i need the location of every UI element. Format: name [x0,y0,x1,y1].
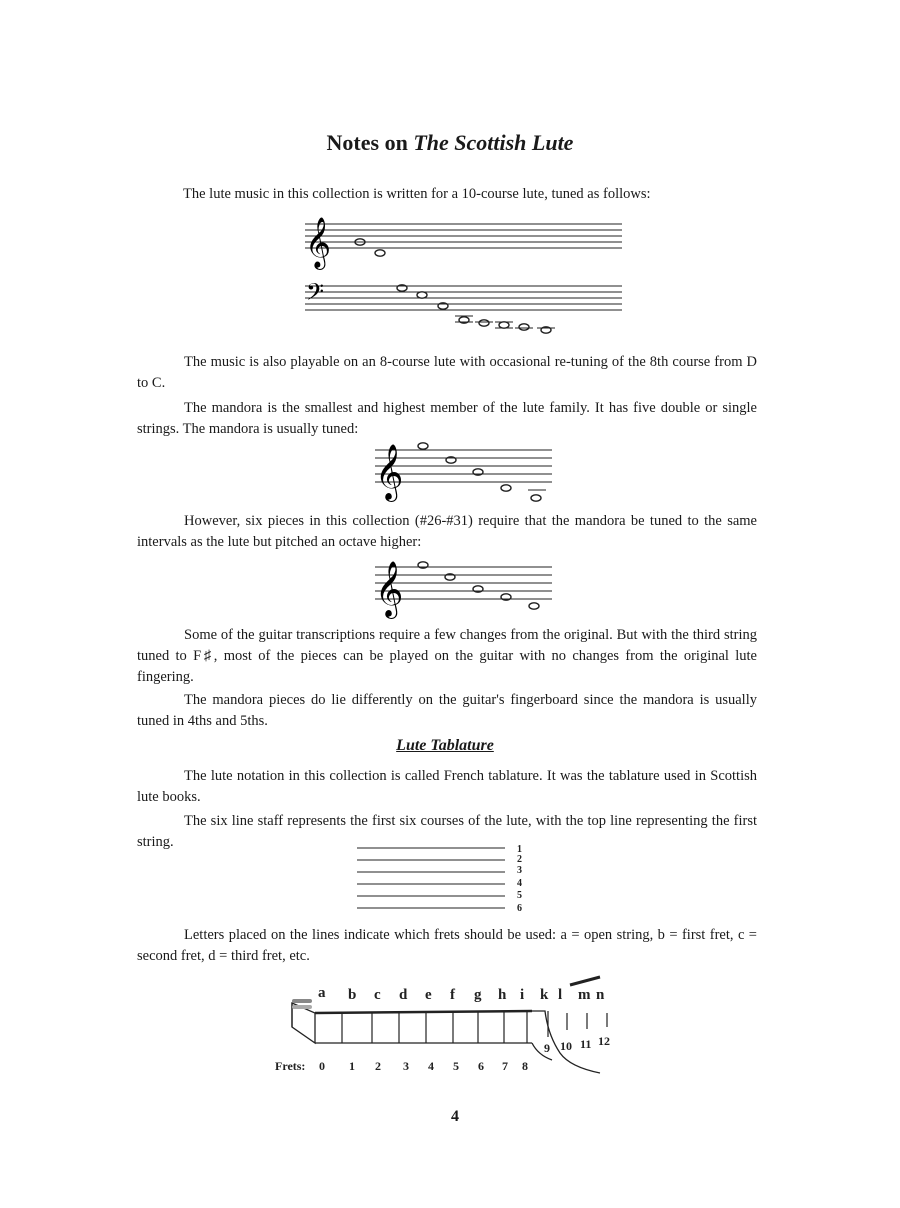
treble-clef-icon: 𝄞 [375,563,404,616]
frets-label: Frets: [275,1059,306,1073]
fret-letter: l [558,987,563,1003]
paragraph-8-course: The music is also playable on an 8-course lute with occasional re-tuning of the 8th course from D to C. [137,354,757,391]
fretboard-diagram [270,975,620,1085]
paragraph-six-line-staff: The six line staff represents the first six courses of the lute, with the top line representing the first string. [137,813,757,850]
page-title: Notes on The Scottish Lute [326,130,574,155]
paragraph-mandora: The mandora is the smallest and highest member of the lute family. It has five double or single strings. The mandora is usually tuned: [137,400,757,437]
tablature-staff [355,842,535,914]
fret-letter: n [596,987,605,1003]
fret-letter: b [348,987,357,1003]
string-number: 3 [517,865,522,876]
string-number: 1 [517,844,522,855]
fret-number: 6 [478,1059,484,1073]
section-heading: Lute Tablature [396,737,494,754]
string-number: 6 [517,903,522,914]
fret-number: 11 [580,1037,592,1051]
fret-number: 9 [544,1041,550,1055]
fret-number: 7 [502,1059,508,1073]
string-number: 5 [517,890,522,901]
mandora-tuning-staff [370,438,560,508]
fret-letter: d [399,987,408,1003]
fret-number: 4 [428,1059,434,1073]
fret-letter: c [374,987,381,1003]
fret-letter: h [498,987,507,1003]
page-number: 4 [451,1108,459,1125]
paragraph-intro: The lute music in this collection is written for a 10-course lute, tuned as follows: [183,186,651,202]
string-number: 2 [517,854,522,865]
fret-number: 2 [375,1059,381,1073]
fret-letter: g [474,987,482,1003]
paragraph-guitar-fingerboard: The mandora pieces do lie differently on the guitar's fingerboard since the mandora is usually tuned in 4ths and 5ths. [137,692,757,729]
treble-clef-icon: 𝄞 [305,218,332,267]
paragraph-guitar: Some of the guitar transcriptions require a few changes from the original. But with the third string tuned to F♯, most of the pieces can be played on the guitar with no changes from the original lute fingering. [137,627,757,685]
fret-number: 3 [403,1059,409,1073]
lute-tuning-staff [300,208,630,343]
fret-letter: i [520,987,525,1003]
treble-clef-icon: 𝄞 [375,446,404,499]
fret-letter: a [318,985,326,1001]
paragraph-letters: Letters placed on the lines indicate which frets should be used: a = open string, b = first fret, c = second fret, d = third fret, etc. [137,927,757,964]
fret-number: 10 [560,1039,572,1053]
string-number: 4 [517,878,522,889]
bass-clef-icon: 𝄢 [306,280,325,311]
fret-letter: m [578,987,591,1003]
mandora-octave-staff [370,555,560,625]
fret-number: 5 [453,1059,459,1073]
paragraph-french-tablature: The lute notation in this collection is called French tablature. It was the tablature used in Scottish lute books. [137,768,757,805]
paragraph-octave-higher: However, six pieces in this collection (#26-#31) require that the mandora be tuned to the same intervals as the lute but pitched an octave higher: [137,513,757,550]
fret-letter: k [540,987,549,1003]
fret-letter: f [450,987,455,1003]
fret-letter: e [425,987,432,1003]
fret-number: 0 [319,1059,325,1073]
fret-number: 12 [598,1034,610,1048]
fret-number: 1 [349,1059,355,1073]
fret-number: 8 [522,1059,528,1073]
